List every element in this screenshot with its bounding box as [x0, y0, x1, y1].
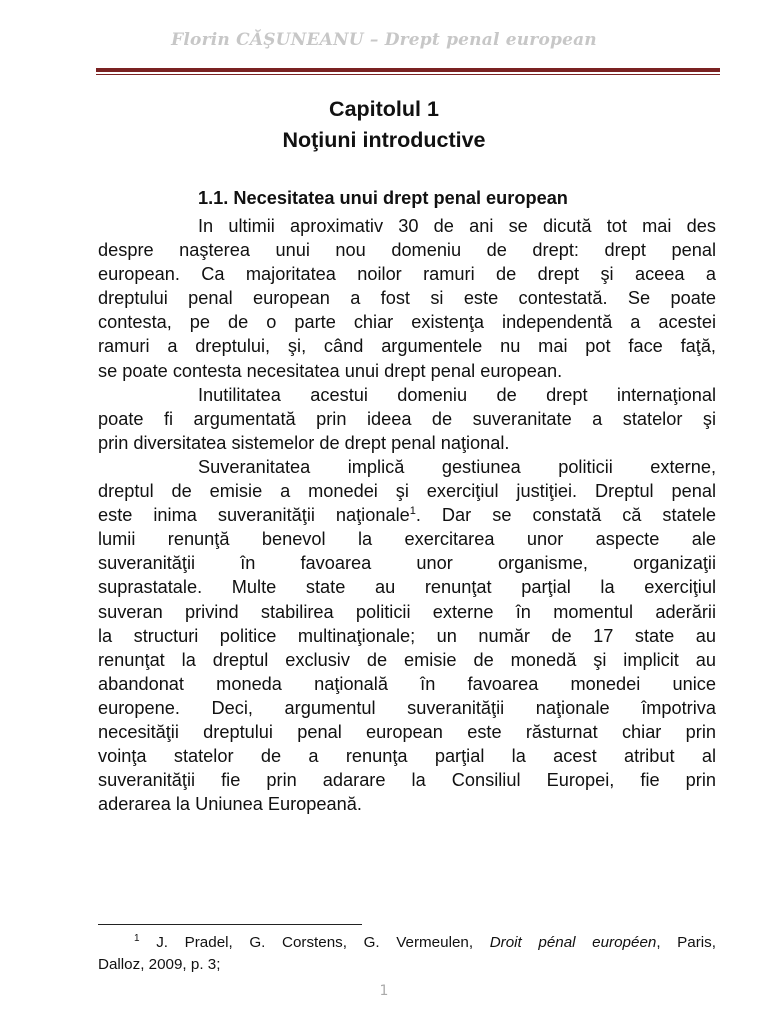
body-line-with-footnote-ref — [98, 503, 716, 527]
footnote-reference[interactable]: 1 — [409, 505, 416, 518]
footnote-line — [98, 932, 716, 954]
body-line: suveranităţii fie prin adarare la Consiliul Europei, fie prin — [98, 770, 716, 791]
footnote-marker: 1 — [134, 933, 140, 944]
footnote-place: , Paris, — [656, 934, 716, 951]
body-line: poate fi argumentată prin ideea de suveranitate a statelor şi — [98, 408, 716, 429]
footnote-book-title: Droit pénal européen — [489, 934, 657, 951]
body-line: europene. Deci, argumentul suveranităţii naţionale împotriva — [98, 697, 716, 718]
body-line: european. Ca majoritatea noilor ramuri de drept şi aceea a — [98, 264, 716, 285]
body-line: ramuri a dreptului, şi, când argumentele nu mai pot face faţă, — [98, 336, 716, 357]
footnote — [98, 932, 716, 976]
body-line: suveran privind stabilirea politicii externe în momentul aderării — [98, 601, 716, 622]
footnote-separator — [98, 924, 362, 925]
body-line: abandonat moneda naţională în favoarea monedei unice — [98, 673, 716, 694]
header-rule-thin — [96, 74, 720, 75]
body-line: necesităţii dreptului penal european este răsturnat chiar prin — [98, 721, 716, 742]
chapter-title: Noţiuni introductive — [282, 128, 486, 152]
section-title: 1.1. Necesitatea unui drept penal european — [198, 188, 568, 208]
body-line: prin diversitatea sistemelor de drept penal naţional. — [98, 432, 510, 453]
body-line: despre naşterea unui nou domeniu de drept: drept penal — [98, 240, 716, 261]
body-line-part: este inima suveranităţii naţionale — [98, 505, 410, 526]
body-line: Suveranitatea implică gestiunea politicii externe, — [198, 456, 716, 477]
body-line: dreptului penal european a fost si este contestată. Se poate — [98, 288, 716, 309]
body-line: renunţat la dreptul exclusiv de emisie de monedă şi implicit au — [98, 649, 716, 670]
body-line: voinţa statelor de a renunţa parţial la acest atribut al — [98, 746, 716, 767]
page-number: 1 — [379, 983, 389, 999]
body-line: la structuri politice multinaţionale; un număr de 17 state au — [98, 625, 716, 646]
chapter-number: Capitolul 1 — [329, 97, 439, 121]
header-rule-thick — [96, 68, 720, 72]
body-line: suveranităţii în favoarea unor organisme, organizaţii — [98, 553, 716, 574]
body-line: In ultimii aproximativ 30 de ani se dicută tot mai des — [198, 216, 716, 236]
body-line: suprastatale. Multe state au renunţat parţial la exerciţiul — [98, 577, 716, 598]
running-header: Florin CĂŞUNEANU – Drept penal european — [171, 30, 597, 50]
body-line: lumii renunţă benevol la exercitarea unor aspecte ale — [98, 529, 716, 550]
body-line: aderarea la Uniunea Europeană. — [98, 794, 362, 815]
body-line: Inutilitatea acestui domeniu de drept internaţional — [198, 384, 716, 405]
body-line: se poate contesta necesitatea unui drept penal european. — [98, 360, 563, 381]
chapter-heading — [0, 94, 768, 156]
body-line: contesta, pe de o parte chiar existenţa independentă a acestei — [98, 312, 716, 333]
footnote-line: Dalloz, 2009, p. 3; — [98, 956, 221, 973]
body-text — [98, 214, 716, 816]
body-line-part: . Dar se constată că statele — [415, 505, 716, 526]
footnote-authors: J. Pradel, G. Corstens, G. Vermeulen, — [156, 934, 474, 951]
body-line: dreptul de emisie a monedei şi exerciţiul justiţiei. Dreptul penal — [98, 481, 716, 502]
